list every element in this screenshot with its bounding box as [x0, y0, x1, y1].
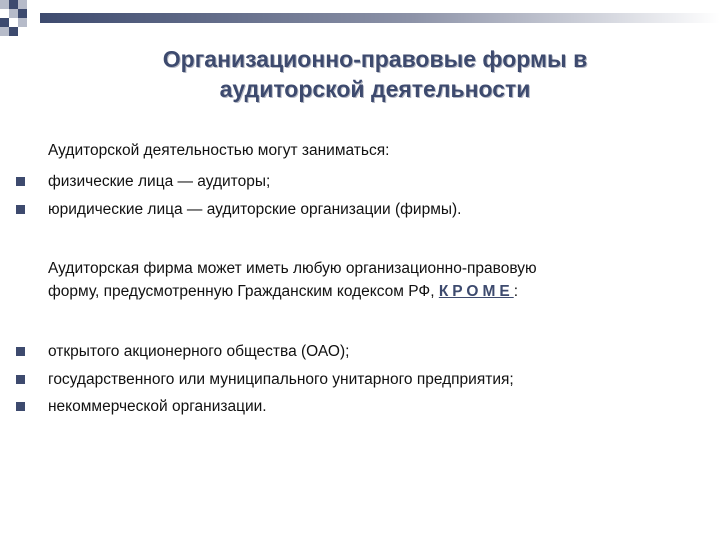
- list-item: некоммерческой организации.: [48, 398, 267, 415]
- title-line-1: Организационно-правовые формы в: [162, 46, 588, 72]
- square-bullet-icon: [16, 347, 25, 356]
- deco-square: [18, 0, 27, 9]
- list-item: юридические лица — аудиторские организации (фирмы).: [48, 201, 462, 218]
- deco-square: [0, 27, 9, 36]
- square-bullet-icon: [16, 205, 25, 214]
- deco-square: [9, 0, 18, 9]
- deco-square: [9, 9, 18, 18]
- deco-square: [27, 0, 36, 9]
- paragraph-text: форму, предусмотренную Гражданским кодексом РФ,: [48, 283, 435, 300]
- deco-square: [0, 18, 9, 27]
- square-bullet-icon: [16, 402, 25, 411]
- list-item: государственного или муниципального унитарного предприятия;: [48, 371, 514, 388]
- title-line-2: аудиторской деятельности: [219, 76, 531, 102]
- square-bullet-icon: [16, 375, 25, 384]
- list-item: открытого акционерного общества (ОАО);: [48, 343, 350, 360]
- deco-square: [9, 27, 18, 36]
- paragraph-colon: :: [513, 283, 519, 300]
- corner-decoration: [0, 0, 720, 40]
- paragraph-line-1: Аудиторская фирма может иметь любую организационно-правовую: [48, 260, 537, 277]
- deco-square: [0, 0, 9, 9]
- deco-square: [0, 9, 9, 18]
- list-item: физические лица — аудиторы;: [48, 173, 271, 190]
- emphasis-text: КРОМЕ: [438, 283, 514, 300]
- deco-square: [18, 18, 27, 27]
- deco-square: [9, 18, 18, 27]
- top-bar: [40, 13, 720, 23]
- paragraph-line-2: [48, 282, 518, 302]
- intro-text: Аудиторской деятельностью могут заниматься:: [48, 142, 390, 159]
- slide-title: [60, 44, 690, 104]
- deco-square: [18, 9, 27, 18]
- square-bullet-icon: [16, 177, 25, 186]
